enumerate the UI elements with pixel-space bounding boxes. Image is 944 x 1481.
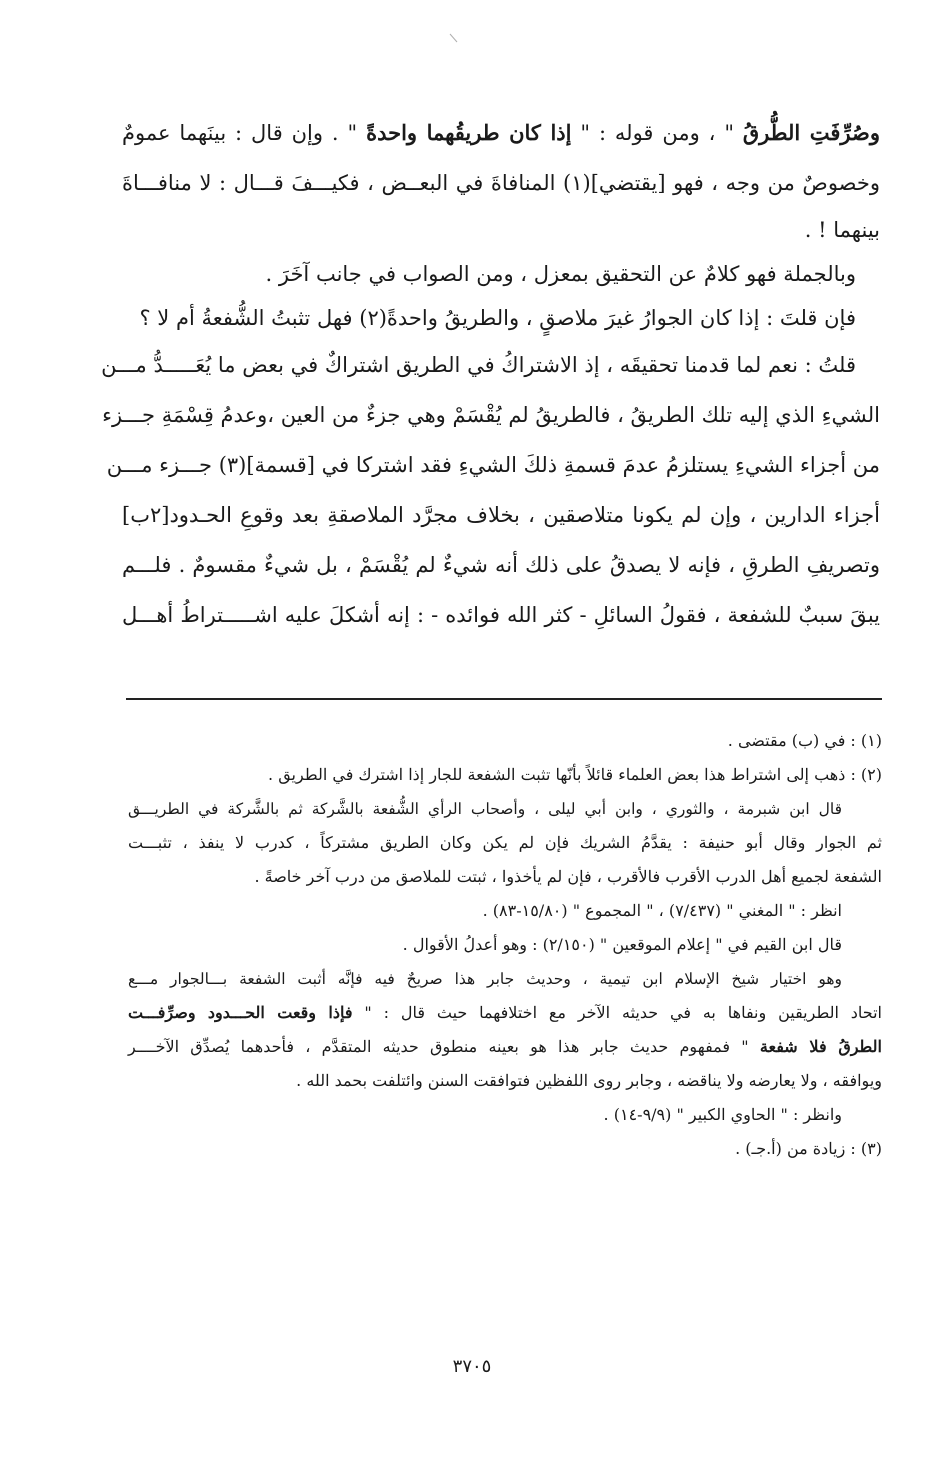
main-line-5: فإن قلتَ : إذا كان الجوارُ غيرَ ملاصقٍ ، والطريقُ واحدةً(٢) فهل تثبتُ الشُّفعةُ أم لا ؟ xyxy=(139,306,856,330)
main-line-3: بينهما ! . xyxy=(804,218,880,242)
hadith-quote-bold-1: فإذا وقعت الحـــدود وصرِّفـــت xyxy=(128,1003,353,1022)
main-line-6: قلتُ : نعم لما قدمنا تحقيقَه ، إذ الاشتراكُ في الطريق اشتراكٌ في بعض ما يُعَـــــدُّ مـــن xyxy=(101,353,856,377)
footnote-3: (٣) : زيادة من (أ.جـ) . xyxy=(735,1139,882,1158)
footnote-2-line-9: ويوافقه ، ولا يعارضه ولا يناقضه ، وجابر روى اللفظين فتوافقت السنن وائتلفت بحمد الله . xyxy=(296,1071,882,1090)
footnote-2-line-2: ثم الجوار وقال أبو حنيفة : يقدَّمُ الشريك فإن لم يكن وكان الطريق مشتركاً ، كدرب لا ينفذ ، تثبـــت xyxy=(128,833,882,852)
footnote-2: (٢) : ذهب إلى اشتراط هذا بعض العلماء قائلاً بأنّها تثبت الشفعة للجار إذا اشترك في الطريق . xyxy=(268,765,882,784)
hadith-quote-bold-2: الطرقُ فلا شفعة xyxy=(759,1037,882,1056)
quote-bold-2: إذا كان طريقُهما واحدةً xyxy=(366,120,572,145)
quote-bold-1: وصُرِّفَتِ الطُّرقُ xyxy=(742,120,880,145)
main-line-9: أجزاء الدارين ، وإن لم يكونا متلاصقين ، بخلاف مجرَّد الملاصقةِ بعد وقوعِ الحـدود[٢ب] xyxy=(122,503,880,527)
footnote-2-line-5: قال ابن القيم في " إعلام الموقعين " (٢/١٥٠) : وهو أعدلُ الأقوال . xyxy=(402,935,842,954)
footnote-2-line-8 xyxy=(128,1030,882,1064)
footnote-2-line-8-text: " فمفهوم حديث جابر هذا هو بعينه منطوق حديثه المتقدَّم ، فأحدهما يُصدِّق الآخــــر xyxy=(128,1037,760,1056)
scan-smudge-mark xyxy=(448,32,460,46)
footnote-2-line-10: وانظر : " الحاوي الكبير " (٩/٩-١٤) . xyxy=(603,1105,842,1124)
footnote-2-line-1: قال ابن شبرمة ، والثوري ، وابن أبي ليلى ، وأصحاب الرأي الشُّفعة بالشَّركة ثم بالشَّركة في الطريـــق xyxy=(128,800,842,818)
footnote-2-line-7-text: اتحاد الطريقين ونفاها به في حديثه الآخر مع اختلافهما حيث قال : " xyxy=(352,1003,882,1022)
main-line-1-part-b: " ، ومن قوله : " xyxy=(571,121,743,145)
main-line-7: الشيءِ الذي إليه تلك الطريقُ ، فالطريقُ لم يُقْسَمْ وهي جزءٌ من العين ،وعدمُ قِسْمَةِ جـــزء xyxy=(102,403,880,427)
main-line-10: وتصريفِ الطرقِ ، فإنه لا يصدقُ على ذلك أنه شيءٌ لم يُقْسَمْ ، بل شيءٌ مقسومٌ . فلـــم xyxy=(122,553,880,577)
main-line-4: وبالجملة فهو كلامٌ عن التحقيق بمعزل ، ومن الصواب في جانب آخَرَ . xyxy=(265,262,856,286)
main-line-8: من أجزاء الشيءِ يستلزمُ عدمَ قسمةِ ذلكَ الشيءِ فقد اشتركا في [قسمة](٣) جـــزء مـــن xyxy=(106,453,880,477)
page-number: ٣٧٠٥ xyxy=(452,1356,492,1377)
footnote-2-line-3: الشفعة لجميع أهل الدرب الأقرب فالأقرب ، فإن لم يأخذوا ، ثبتت للملاصق من درب آخر خاصةً . xyxy=(254,867,882,886)
main-line-1 xyxy=(122,108,880,158)
main-line-11: يبقَ سببٌ للشفعة ، فقولُ السائلِ - كثر الله فوائده - : إنه أشكلَ عليه اشـــــتراطُ أهـــل xyxy=(122,603,880,627)
main-line-2: وخصوصٌ من وجه ، فهو [يقتضي](١) المنافاةَ في البعــض ، فكيـــفَ قـــال : لا منافـــاةَ xyxy=(122,171,880,195)
main-line-1-part-d: " . وإن قال : بينَهما عمومٌ xyxy=(122,121,367,145)
footnote-2-line-6: وهو اختيار شيخ الإسلام ابن تيمية ، وحديث جابر هذا صريحٌ فيه فإنَّه أثبت الشفعة بـــالجوار مـــع xyxy=(128,970,842,988)
main-text xyxy=(101,108,880,640)
footnotes xyxy=(128,724,882,1166)
footnote-2-line-7 xyxy=(128,996,882,1030)
footnote-1: (١) : في (ب) مقتضى . xyxy=(727,731,882,750)
footnote-2-line-4: انظر : " المغني " (٧/٤٣٧) ، " المجموع " (١٥/٨٠-٨٣) . xyxy=(482,901,842,920)
footnote-divider xyxy=(126,698,882,700)
